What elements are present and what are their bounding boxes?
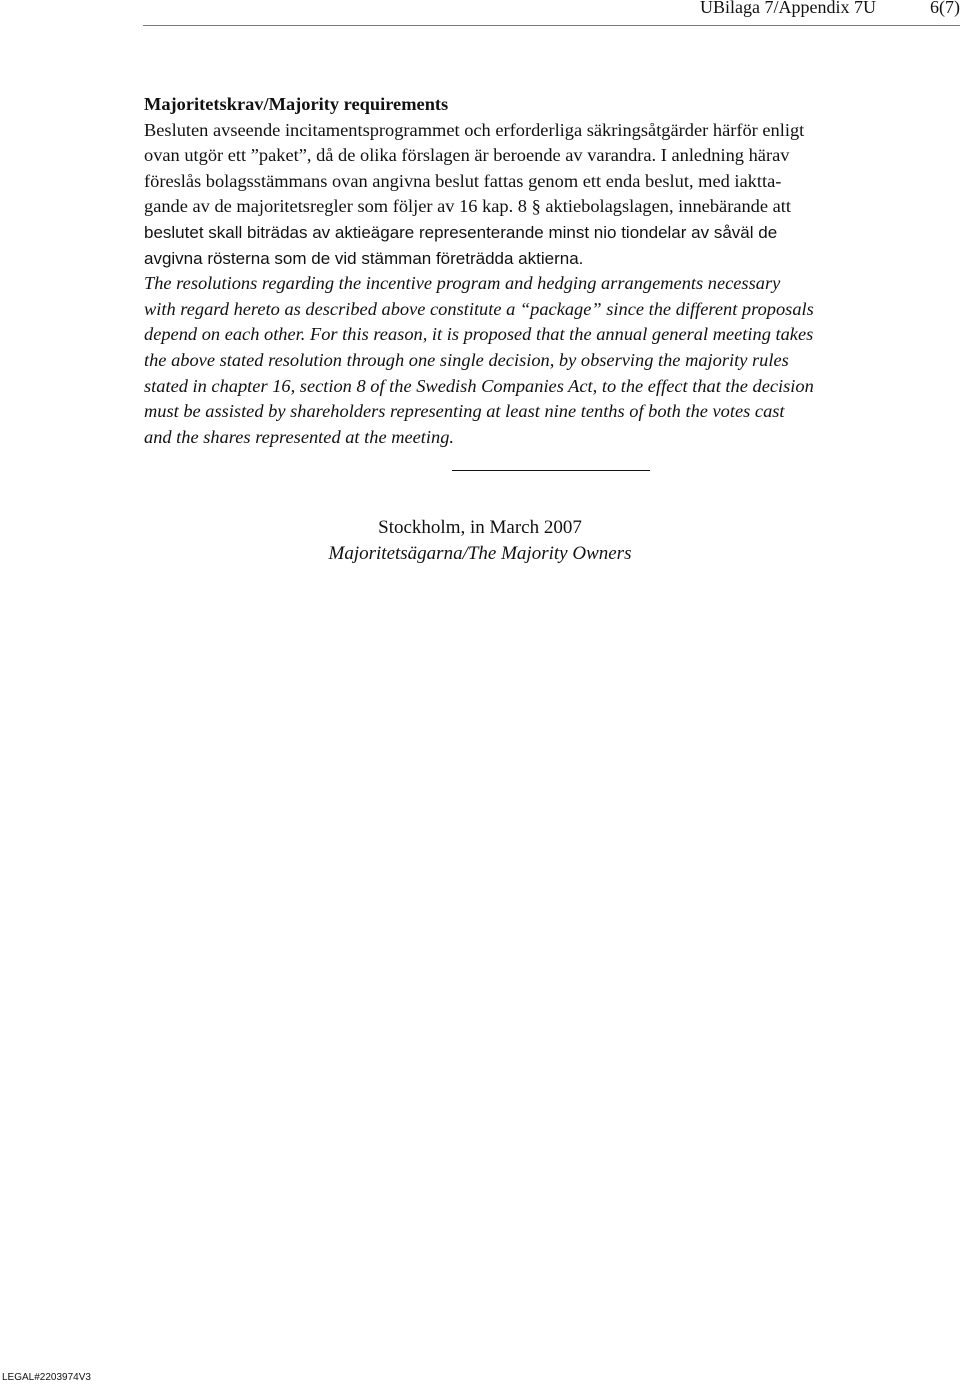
signatory: Majoritetsägarna/The Majority Owners xyxy=(328,543,632,564)
swedish-line: avgivna rösterna som de vid stämman företrädda aktierna. xyxy=(144,248,584,268)
document-title: UBilaga 7/Appendix 7U xyxy=(700,0,876,17)
english-line: and the shares represented at the meeting. xyxy=(144,426,455,447)
english-line: stated in chapter 16, section 8 of the Swedish Companies Act, to the effect that the decision xyxy=(144,375,814,396)
page-header xyxy=(143,0,960,26)
place-date: Stockholm, in March 2007 xyxy=(378,517,582,538)
english-line: depend on each other. For this reason, it is proposed that the annual general meeting takes xyxy=(144,324,814,345)
signoff-block xyxy=(0,515,960,567)
swedish-line: föreslås bolagsstämmans ovan angivna beslut fattas genom ett enda beslut, med iaktta- xyxy=(144,170,782,191)
swedish-line: beslutet skall biträdas av aktieägare representerande minst nio tiondelar av såväl de xyxy=(144,222,778,242)
swedish-paragraph xyxy=(144,118,960,272)
english-line: with regard hereto as described above constitute a “package” since the different proposals xyxy=(144,298,814,319)
section-heading: Majoritetskrav/Majority requirements xyxy=(144,94,449,114)
swedish-line: Besluten avseende incitamentsprogrammet och erforderliga säkringsåtgärder härför enligt xyxy=(144,119,805,140)
english-line: The resolutions regarding the incentive program and hedging arrangements necessary xyxy=(144,273,781,294)
footer-reference: LEGAL#2203974V3 xyxy=(2,1372,91,1383)
signature-rule xyxy=(452,470,650,471)
swedish-line: gande av de majoritetsregler som följer av 16 kap. 8 § aktiebolagslagen, innebärande att xyxy=(144,196,792,217)
english-line: must be assisted by shareholders representing at least nine tenths of both the votes cast xyxy=(144,401,785,422)
document-body xyxy=(144,92,960,450)
english-line: the above stated resolution through one single decision, by observing the majority rules xyxy=(144,349,789,370)
swedish-line: ovan utgör ett ”paket”, då de olika förslagen är beroende av varandra. I anledning härav xyxy=(144,145,790,166)
english-paragraph xyxy=(144,271,960,450)
page-number: 6(7) xyxy=(930,0,960,17)
